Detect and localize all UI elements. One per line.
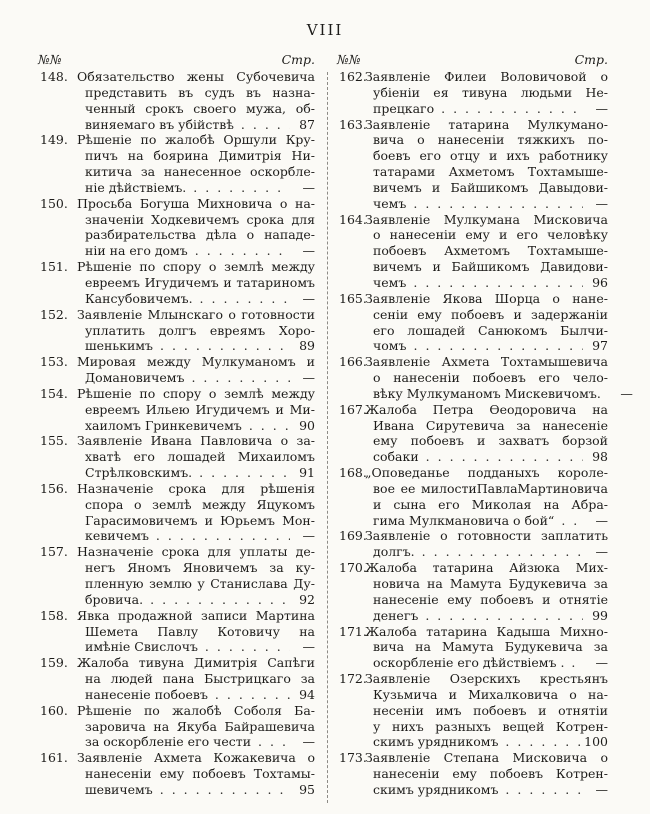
entry-line: сеніи ему побоевъ и задержаніи [373, 306, 608, 322]
entry-line: Рѣшеніе по жалобѣ Соболя Ба- [77, 702, 315, 718]
dot-leader [200, 291, 290, 307]
toc-entry [38, 132, 315, 195]
page-column-header: Стр. [574, 52, 608, 67]
entry-text: виняемаго въ убійствѣ [85, 116, 234, 132]
entry-number: 162. [339, 69, 367, 84]
toc-entry [38, 354, 315, 386]
entry-text: ніи на его домъ [85, 243, 188, 259]
entry-line: и сына его Миколая на Абра- [373, 496, 608, 512]
toc-entry [38, 608, 315, 656]
page-ref: — [595, 100, 608, 116]
entry-line [365, 338, 608, 354]
entry-line [77, 528, 315, 544]
entry-line [77, 418, 315, 434]
column-header-row-left [38, 50, 315, 67]
entry-number: 156. [40, 480, 68, 496]
entry-text: Домановичемъ [85, 370, 185, 386]
dot-leader [156, 528, 290, 544]
column-header-row-right [337, 50, 608, 67]
toc-entry [38, 69, 315, 132]
entry-line: ему побоевъ и захватъ борзой [373, 433, 608, 449]
entry-line: нанесеніе ему побоевъ и отнятіе [373, 591, 608, 607]
entry-text: вѣку Мулкуманомъ Мискевичомъ. [373, 385, 601, 401]
entry-text: Кансубовичемъ. [85, 290, 193, 306]
toc-entry [337, 402, 608, 465]
page-ref: — [302, 370, 315, 386]
entry-line: о нанесеніи побоевъ его чело- [373, 370, 608, 386]
entry-text: чомъ [373, 338, 407, 354]
dot-leader [191, 370, 290, 386]
column-divider [327, 72, 328, 803]
entry-number: 172. [339, 671, 367, 687]
entry-text: имѣніе Свислочъ [85, 639, 198, 655]
entry-number: 167. [339, 401, 367, 417]
dot-leader [561, 513, 583, 529]
entry-line [365, 513, 608, 529]
entry-line [77, 180, 315, 196]
entry-number: 168. [339, 465, 367, 481]
page-ref: — [302, 639, 315, 655]
toc-entry [337, 750, 608, 798]
entry-line: пленную землю у Станислава Ду- [85, 576, 315, 591]
entry-line: Заявленіе татарина Мулкумано- [365, 116, 608, 132]
entry-line [77, 338, 315, 354]
entry-line: китича за нанесенное оскорбле- [85, 164, 315, 180]
toc-entry [38, 750, 315, 798]
dot-leader [571, 655, 583, 671]
entry-text: чемъ [373, 274, 407, 290]
entry-line [365, 782, 608, 798]
dot-leader [199, 465, 290, 481]
entry-number: 155. [40, 433, 68, 449]
dot-leader [505, 734, 581, 750]
entry-number: 151. [40, 259, 68, 275]
dot-leader [425, 608, 583, 624]
dot-leader [215, 687, 290, 703]
entry-text: денегъ [373, 607, 419, 623]
entry-line: Рѣшеніе по жалобѣ Оршули Кру- [77, 132, 315, 148]
entry-line: Заявленіе Якова Шорца о нане- [365, 290, 608, 306]
page-ref: — [595, 781, 608, 797]
entry-line: Жалоба тивуна Димитрія Сапѣги [77, 655, 315, 671]
entry-text: прецкаго [373, 100, 435, 116]
entry-line: значеніи Ходкевичемъ срока для [85, 211, 315, 227]
dot-leader [193, 180, 290, 196]
entry-line: представить въ судъ въ назна- [85, 84, 315, 100]
entry-number: 157. [40, 544, 68, 560]
entry-line [77, 782, 315, 798]
entry-number: 152. [40, 306, 68, 322]
entry-line: на людей пана Быстрицкаго за [85, 671, 315, 687]
entry-number: 165. [339, 290, 367, 306]
entry-line: спора о землѣ между Яцукомъ [85, 496, 315, 512]
entry-text: хаиломъ Гринкевичемъ [85, 417, 242, 433]
page-ref: — [302, 528, 315, 544]
entry-number: 161. [40, 750, 68, 766]
page-ref: 90 [299, 417, 315, 433]
entry-line [365, 544, 608, 560]
entry-text: за оскорбленіе его чести [85, 734, 252, 750]
entry-text: Стрѣлковскимъ. [85, 465, 193, 481]
entry-line: евреемъ Ильею Игудичемъ и Ми- [85, 401, 315, 417]
entries-list-right [337, 69, 633, 798]
toc-entry [337, 117, 608, 212]
dot-leader [249, 418, 290, 434]
entry-line: вичемъ и Байшикомъ Давидови- [373, 259, 608, 275]
entry-line: у нихъ разныхъ вещей Котрен- [373, 718, 608, 734]
entry-number: 149. [40, 132, 68, 148]
entry-line: уплатить долгъ евреямъ Хоро- [85, 322, 315, 338]
entry-line: побоевъ Ахметомъ Тохтамыше- [373, 243, 608, 259]
entry-line: Заявленіе Озерскихъ крестьянъ [365, 671, 608, 687]
page-ref: 98 [592, 449, 608, 465]
entry-text: скимъ урядникомъ [373, 781, 499, 797]
entry-line [365, 196, 608, 212]
dot-leader [241, 117, 290, 133]
entry-line: вое ее милостиПавлаМартиновича [373, 480, 608, 496]
toc-entry [337, 69, 608, 117]
page-column-header: Стр. [281, 52, 315, 67]
dot-leader [205, 639, 290, 655]
entry-line: новича на Мамута Будукевича за [373, 576, 608, 591]
entry-number: 170. [339, 560, 367, 576]
entry-line: боевъ его отцу и ихъ работнику [373, 148, 608, 164]
entry-line: нанесеніи ему побоевъ Котрен- [373, 766, 608, 782]
entry-line: Ивана Сирутевича за нанесеніе [373, 417, 608, 433]
entries-list-left [38, 69, 315, 798]
entry-line: нанесеніи ему побоевъ Тохтамы- [85, 766, 315, 782]
entry-number: 159. [40, 655, 68, 671]
entry-line: Просьба Богуша Михновича о на- [77, 195, 315, 211]
entry-number: 164. [339, 211, 367, 227]
entry-line: ченный срокъ своего мужа, об- [85, 100, 315, 116]
entry-line: Жалоба татарина Кадыша Михно- [365, 623, 608, 639]
entry-number: 163. [339, 116, 367, 132]
entry-line: „Оповеданье подданыхъ короле- [365, 465, 608, 481]
entry-line: разбирательства дѣла о нападе- [85, 227, 315, 243]
page-ref: — [302, 290, 315, 306]
entry-line [77, 687, 315, 703]
toc-entry [38, 196, 315, 259]
numbers-column-header: №№ [337, 52, 361, 67]
entry-line: Заявленіе Ивана Павловича о за- [77, 433, 315, 449]
entry-line: негъ Яномъ Яновичемъ за ку- [85, 560, 315, 576]
toc-entry [38, 259, 315, 307]
entry-line: Заявленіе Ахмета Тохтамышевича [365, 354, 608, 370]
entry-text: бровича. [85, 591, 144, 607]
page-ref: 94 [299, 686, 315, 702]
entry-number: 153. [40, 354, 68, 370]
toc-entry [38, 307, 315, 355]
entry-text: шевичемъ [85, 781, 153, 797]
entry-line [365, 101, 608, 117]
page-ref: — [595, 195, 608, 211]
toc-entry [38, 655, 315, 703]
toc-entry [337, 528, 608, 560]
entry-number: 148. [40, 69, 68, 84]
entry-line: Заявленіе Филеи Воловичовой о [365, 69, 608, 84]
dot-leader [160, 338, 290, 354]
dot-leader [413, 338, 583, 354]
entry-line [365, 449, 608, 465]
entry-text: чемъ [373, 195, 407, 211]
entry-line: Шемета Павлу Котовичу на [85, 623, 315, 639]
toc-entry [337, 560, 608, 623]
entry-line [77, 465, 315, 481]
entry-line: хватѣ его лошадей Михаиломъ [85, 449, 315, 465]
page-ref: — [595, 544, 608, 560]
page-ref: 89 [299, 338, 315, 354]
toc-entry [337, 291, 608, 354]
entry-line: несеніи имъ побоевъ и отнятіи [373, 702, 608, 718]
entry-line: Явка продажной записи Мартина [77, 607, 315, 623]
page-number-heading: VIII [306, 21, 344, 39]
page-ref: 100 [584, 734, 608, 750]
page-ref: — [302, 734, 315, 750]
dot-leader [505, 782, 583, 798]
toc-entry [337, 465, 608, 528]
page-ref: — [302, 243, 315, 259]
page-ref: — [620, 385, 633, 401]
entry-line [365, 655, 608, 671]
toc-entry [38, 481, 315, 544]
entry-text: нанесеніе побоевъ [85, 686, 208, 702]
entry-text: гима Мулкмановича о бой“ [373, 512, 555, 528]
toc-entry [337, 354, 633, 402]
entry-line: Гарасимовичемъ и Юрьемъ Мон- [85, 512, 315, 528]
entry-line: Рѣшеніе по спору о землѣ между [77, 385, 315, 401]
entry-number: 173. [339, 750, 367, 766]
page-ref: 87 [299, 116, 315, 132]
toc-entry [337, 671, 608, 750]
entry-line: Рѣшеніе по спору о землѣ между [77, 259, 315, 275]
entry-line: вичемъ и Байшикомъ Давыдови- [373, 179, 608, 195]
entry-line [77, 592, 315, 608]
entry-number: 158. [40, 607, 68, 623]
page-ref: 97 [592, 338, 608, 354]
entry-line: Заявленіе Млынскаго о готовности [77, 306, 315, 322]
entry-line: Назначеніе срока для уплаты де- [77, 544, 315, 560]
dot-leader [150, 592, 290, 608]
entry-line: убіеніи ея тивуна людьми Не- [373, 84, 608, 100]
entry-text: оскорбленіе его дѣйствіемъ . [373, 655, 565, 671]
entry-line: Назначеніе срока для рѣшенія [77, 480, 315, 496]
entry-line [365, 608, 608, 624]
entry-line [365, 734, 608, 750]
entry-line [77, 639, 315, 655]
dot-leader [413, 196, 583, 212]
entry-line [77, 117, 315, 133]
dot-leader [195, 243, 290, 259]
dot-leader [422, 544, 583, 560]
entry-line: евреемъ Игудичемъ и татариномъ [85, 274, 315, 290]
entry-line: Жалоба татарина Айзюка Мих- [365, 560, 608, 576]
toc-entry [337, 212, 608, 291]
entry-line: вича о нанесеніи тяжкихъ по- [373, 132, 608, 148]
entry-text: долгъ. [373, 544, 415, 560]
entry-number: 171. [339, 623, 367, 639]
entry-line: Кузьмича и Михалковича о на- [373, 686, 608, 702]
entry-line [365, 385, 633, 402]
entry-line: Обязательство жены Субочевича [77, 69, 315, 84]
entry-number: 154. [40, 385, 68, 401]
entry-line [77, 291, 315, 307]
entry-text: ніе дѣйствіемъ. [85, 179, 187, 195]
toc-column-right [337, 50, 633, 803]
toc-entry [38, 544, 315, 607]
page-ref: 95 [299, 781, 315, 797]
numbers-column-header: №№ [38, 52, 62, 67]
toc-entry [337, 624, 608, 672]
page-ref: 91 [299, 465, 315, 481]
toc-entry [38, 386, 315, 434]
entry-line [77, 734, 315, 750]
entry-number: 169. [339, 528, 367, 544]
dot-leader [441, 101, 583, 117]
page-ref: — [595, 655, 608, 671]
page-ref: — [595, 512, 608, 528]
dot-leader [413, 275, 583, 291]
entry-text: кевичемъ [85, 528, 149, 544]
entry-number: 160. [40, 702, 68, 718]
entry-line: заровича на Якуба Байрашевича [85, 718, 315, 734]
entry-line: пичъ на боярина Димитрія Ни- [85, 148, 315, 164]
entry-number: 150. [40, 195, 68, 211]
toc-entry [38, 703, 315, 751]
dot-leader [160, 782, 290, 798]
entry-text: собаки [373, 449, 419, 465]
entry-number: 166. [339, 354, 367, 370]
entry-line: Мировая между Мулкуманомъ и [77, 354, 315, 370]
entry-line: Заявленіе Степана Мисковича о [365, 750, 608, 766]
page-ref: 92 [299, 591, 315, 607]
entry-line: Заявленіе Ахмета Кожакевича о [77, 750, 315, 766]
entry-line: Заявленіе Мулкумана Мисковича [365, 211, 608, 227]
entry-text: скимъ урядникомъ [373, 734, 499, 750]
entry-line: его лошадей Санюкомъ Былчи- [373, 322, 608, 338]
entry-line: татарами Ахметомъ Тохтамыше- [373, 164, 608, 180]
page-ref: — [302, 179, 315, 195]
entry-line: о нанесеніи ему и его человѣку [373, 227, 608, 243]
toc-columns [38, 50, 650, 803]
dot-leader [258, 734, 290, 750]
entry-line: вича на Мамута Будукевича за [373, 639, 608, 655]
entry-line: Жалоба Петра Ѳеодоровича на [365, 401, 608, 417]
entry-line [365, 275, 608, 291]
entry-line [77, 370, 315, 386]
entry-line [77, 243, 315, 259]
page-ref: 96 [592, 274, 608, 290]
page-ref: 99 [592, 607, 608, 623]
entry-text: шенькимъ [85, 338, 153, 354]
dot-leader [426, 449, 583, 465]
entry-line: Заявленіе о готовности заплатить [365, 528, 608, 544]
toc-entry [38, 433, 315, 481]
toc-column-left [38, 50, 315, 803]
